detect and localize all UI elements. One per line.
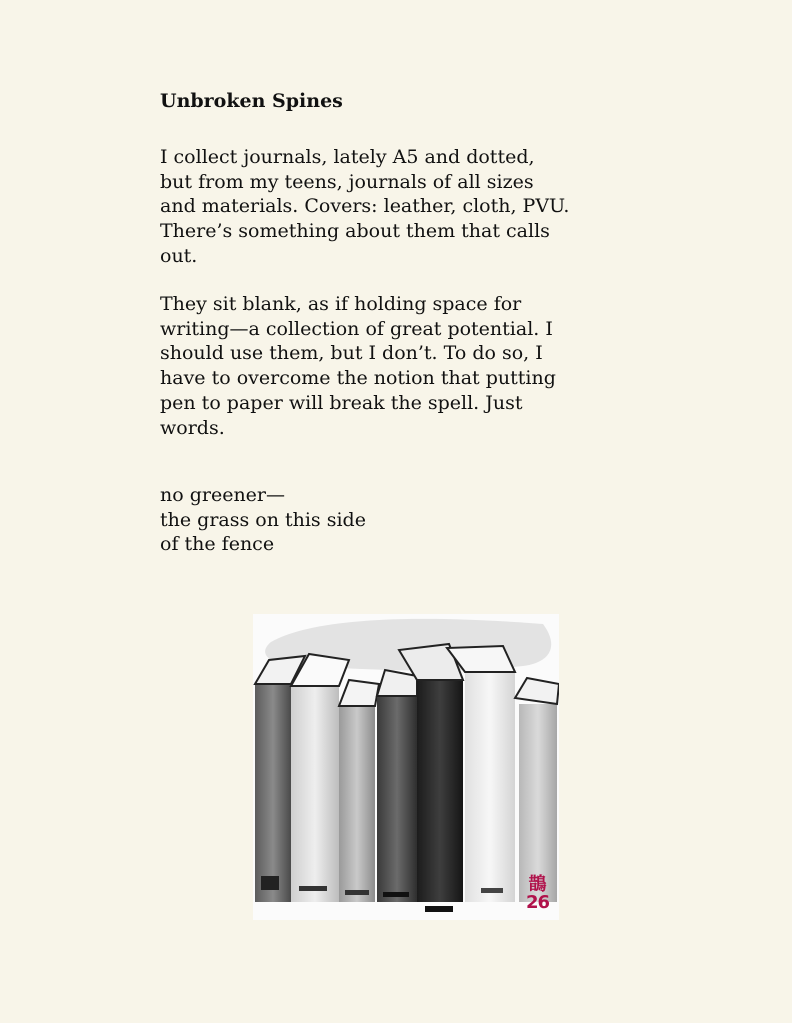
page-title: Unbroken Spines — [160, 90, 343, 112]
book-spine — [377, 670, 417, 902]
paragraph-line: out. — [160, 244, 198, 267]
book-spine — [515, 678, 559, 902]
haiku-line: the grass on this side — [160, 508, 366, 531]
paragraph-line: have to overcome the notion that putting — [160, 367, 556, 390]
paragraph-line: I collect journals, lately A5 and dotted, — [160, 146, 535, 168]
paragraph-line: writing—a collection of great potential. I — [160, 317, 553, 340]
books-ink-painting — [253, 614, 559, 920]
artist-seal — [526, 876, 549, 912]
paragraph-1 — [160, 145, 569, 269]
paragraph-line: and materials. Covers: leather, cloth, PVU. — [160, 195, 570, 218]
haiku-line: of the fence — [160, 533, 275, 556]
seal-number: 26 — [525, 892, 549, 913]
haiku-line: no greener— — [160, 484, 286, 506]
paragraph-line: but from my teens, journals of all sizes — [160, 170, 534, 193]
paragraph-line: There’s something about them that calls — [160, 220, 550, 243]
books-illustration — [253, 614, 559, 920]
book-spine — [339, 680, 379, 902]
paragraph-line: words. — [160, 416, 225, 439]
paragraph-line: should use them, but I don’t. To do so, I — [160, 342, 543, 365]
seal-glyph: 鵲 — [528, 874, 547, 895]
paragraph-line: pen to paper will break the spell. Just — [160, 391, 523, 414]
paragraph-2 — [160, 292, 556, 440]
haiku — [160, 483, 366, 557]
paragraph-line: They sit blank, as if holding space for — [160, 293, 522, 315]
